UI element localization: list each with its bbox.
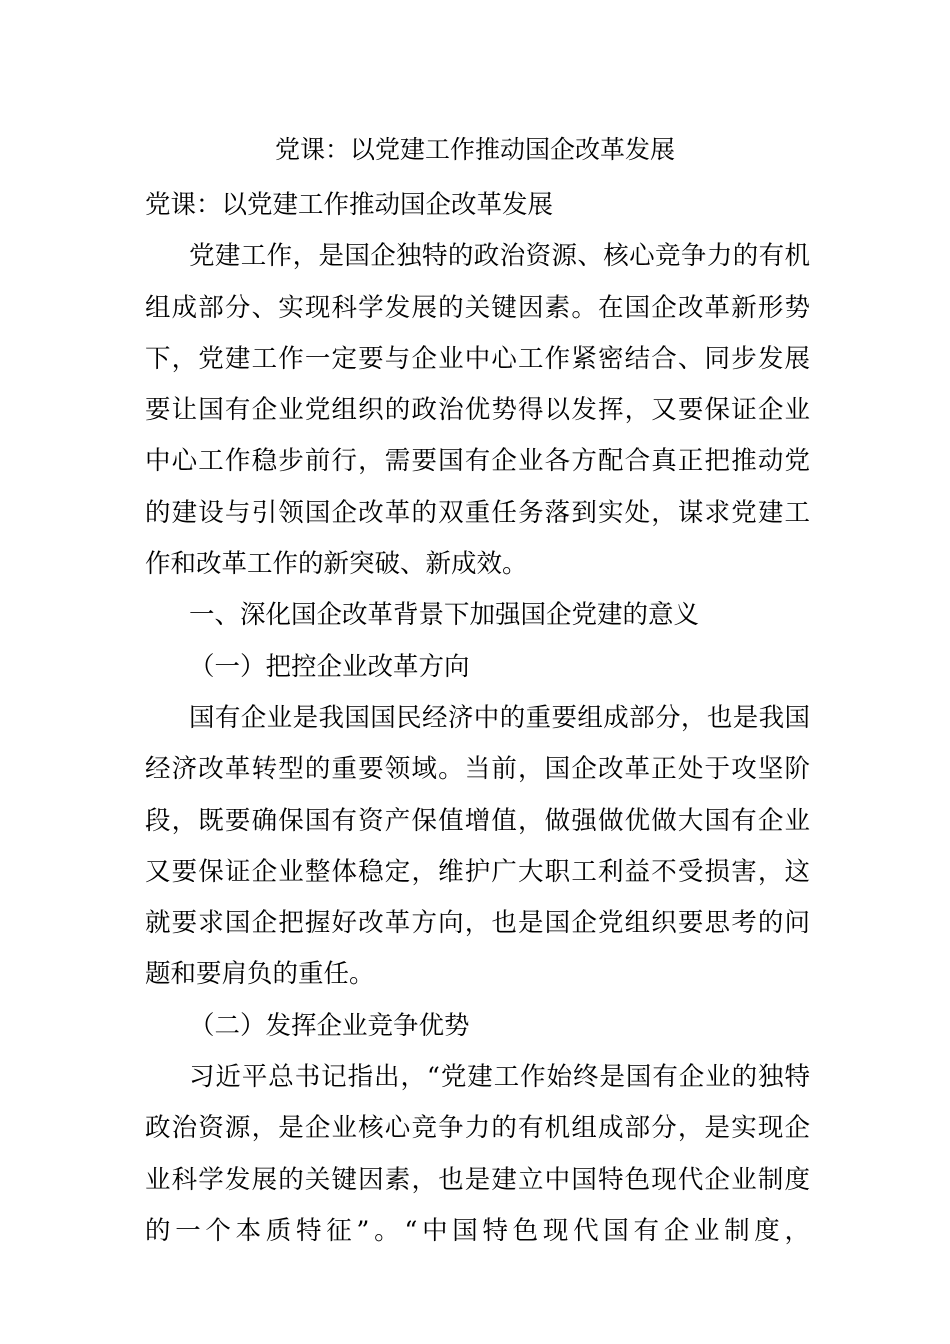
text-line: （一）把控企业改革方向 (189, 651, 470, 682)
text-line: （二）发挥企业竞争优势 (189, 1010, 470, 1041)
text-line: 下，党建工作一定要与企业中心工作紧密结合、同步发展 (145, 343, 810, 374)
text-line: 要让国有企业党组织的政治优势得以发挥，又要保证企业 (145, 395, 810, 426)
text-line: 习近平总书记指出，“党建工作始终是国有企业的独特 (189, 1062, 810, 1093)
document-body (145, 180, 810, 1257)
text-line: 党建工作，是国企独特的政治资源、核心竞争力的有机 (189, 241, 810, 272)
text-line: 又要保证企业整体稳定，维护广大职工利益不受损害，这 (145, 856, 810, 887)
text-line: 业科学发展的关键因素，也是建立中国特色现代企业制度 (145, 1164, 810, 1195)
text-line: 组成部分、实现科学发展的关键因素。在国企改革新形势 (145, 292, 810, 323)
text-line: 段，既要确保国有资产保值增值，做强做优做大国有企业 (145, 805, 810, 836)
text-line: 政治资源，是企业核心竞争力的有机组成部分，是实现企 (145, 1113, 810, 1144)
text-line: 的建设与引领国企改革的双重任务落到实处，谋求党建工 (145, 497, 810, 528)
text-line: 经济改革转型的重要领域。当前，国企改革正处于攻坚阶 (145, 754, 810, 785)
text-line: 国有企业是我国国民经济中的重要组成部分，也是我国 (189, 702, 810, 733)
document-title: 党课：以党建工作推动国企改革发展 (274, 135, 675, 164)
text-line: 就要求国企把握好改革方向，也是国企党组织要思考的问 (145, 908, 810, 939)
text-line: 作和改革工作的新突破、新成效。 (145, 549, 528, 580)
text-line: 党课：以党建工作推动国企改革发展 (145, 190, 554, 220)
text-line: 一、深化国企改革背景下加强国企党建的意义 (189, 600, 700, 631)
text-line: 题和要肩负的重任。 (145, 959, 375, 990)
text-line: 的一个本质特征”。“中国特色现代国有企业制度， (145, 1215, 810, 1246)
text-line: 中心工作稳步前行，需要国有企业各方配合真正把推动党 (145, 446, 810, 477)
